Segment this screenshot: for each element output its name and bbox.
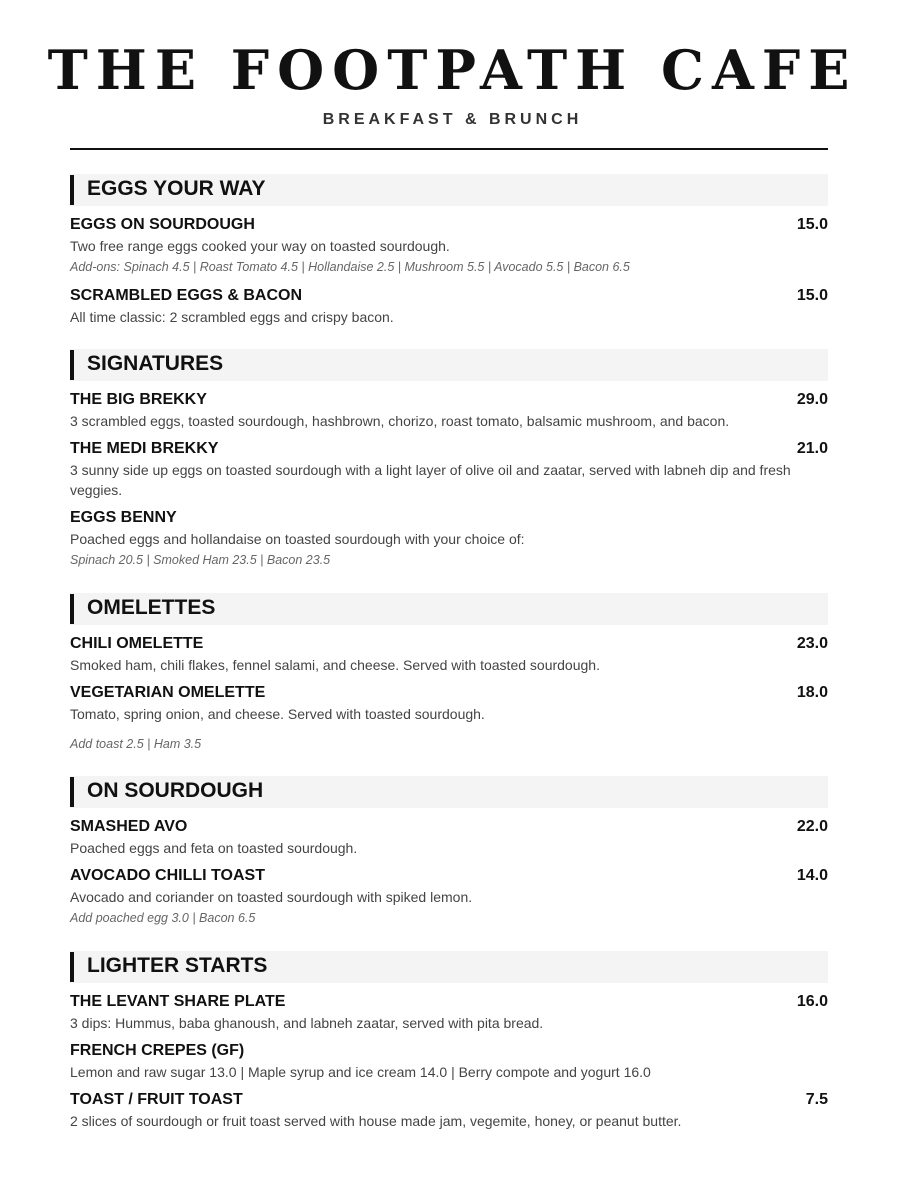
menu-item	[70, 633, 828, 675]
item-name: THE BIG BREKKY	[70, 391, 207, 408]
menu-subtitle: BREAKFAST & BRUNCH	[322, 111, 583, 128]
section-header	[70, 951, 828, 983]
section-title: OMELETTES	[87, 596, 216, 619]
section-accent-bar	[70, 594, 74, 624]
section-signatures	[70, 349, 828, 571]
item-description: Two free range eggs cooked your way on toasted sourdough.	[70, 238, 450, 254]
item-name: TOAST / FRUIT TOAST	[70, 1091, 243, 1108]
section-header	[70, 174, 828, 206]
menu-item	[70, 214, 828, 278]
item-name: AVOCADO CHILLI TOAST	[70, 867, 265, 884]
item-description: All time classic: 2 scrambled eggs and crispy bacon.	[70, 309, 394, 325]
item-price: 14.0	[796, 867, 828, 884]
section-lighter-starts	[70, 951, 828, 1131]
menu-item	[70, 1040, 828, 1082]
item-description: Avocado and coriander on toasted sourdough with spiked lemon.	[70, 889, 473, 905]
item-price: 7.5	[805, 1091, 828, 1108]
item-name: VEGETARIAN OMELETTE	[70, 684, 266, 701]
menu-item	[70, 1089, 828, 1131]
section-accent-bar	[70, 350, 74, 380]
menu-item	[70, 682, 828, 724]
item-price: 21.0	[796, 440, 828, 457]
item-addons: Add-ons: Spinach 4.5 | Roast Tomato 4.5 | Hollandaise 2.5 | Mushroom 5.5 | Avocado 5.5 | Bacon 6.5	[70, 260, 630, 274]
menu-item	[70, 389, 828, 431]
item-name: SMASHED AVO	[70, 818, 188, 835]
section-title: SIGNATURES	[87, 352, 224, 375]
item-name: FRENCH CREPES (GF)	[70, 1042, 245, 1059]
item-description: 3 sunny side up eggs on toasted sourdough with a light layer of olive oil and zaatar, served with labneh dip and fresh veggies.	[70, 462, 791, 498]
item-description: 2 slices of sourdough or fruit toast served with house made jam, vegemite, honey, or peanut butter.	[70, 1113, 682, 1129]
section-title: ON SOURDOUGH	[87, 779, 264, 802]
menu-item	[70, 816, 828, 858]
item-description: Poached eggs and feta on toasted sourdough.	[70, 840, 358, 856]
section-header	[70, 593, 828, 625]
menu-item	[70, 285, 828, 327]
section-on-sourdough	[70, 776, 828, 929]
menu-item	[70, 865, 828, 929]
item-price: 16.0	[796, 993, 828, 1010]
item-name: THE MEDI BREKKY	[70, 440, 219, 457]
item-name: SCRAMBLED EGGS & BACON	[70, 287, 303, 304]
menu-item	[70, 507, 828, 571]
item-name: THE LEVANT SHARE PLATE	[70, 993, 286, 1010]
item-price: 15.0	[796, 216, 828, 233]
item-description: 3 scrambled eggs, toasted sourdough, hashbrown, chorizo, roast tomato, balsamic mushroom, and bacon.	[70, 413, 730, 429]
item-price: 15.0	[796, 287, 828, 304]
menu-item	[70, 991, 828, 1033]
section-accent-bar	[70, 175, 74, 205]
section-accent-bar	[70, 952, 74, 982]
menu-item	[70, 438, 828, 500]
item-description: Poached eggs and hollandaise on toasted sourdough with your choice of:	[70, 531, 525, 547]
section-note: Add toast 2.5 | Ham 3.5	[70, 737, 202, 751]
section-header	[70, 349, 828, 381]
item-name: CHILI OMELETTE	[70, 635, 204, 652]
item-name: EGGS BENNY	[70, 509, 177, 526]
item-description: 3 dips: Hummus, baba ghanoush, and labneh zaatar, served with pita bread.	[70, 1015, 544, 1031]
section-title: EGGS YOUR WAY	[87, 177, 266, 200]
section-omelettes	[70, 593, 828, 754]
item-description: Lemon and raw sugar 13.0 | Maple syrup and ice cream 14.0 | Berry compote and yogurt 16.0	[70, 1064, 651, 1080]
section-title: LIGHTER STARTS	[87, 954, 268, 977]
section-header	[70, 776, 828, 808]
section-accent-bar	[70, 777, 74, 807]
item-options: Spinach 20.5 | Smoked Ham 23.5 | Bacon 23.5	[70, 553, 331, 567]
item-price: 18.0	[796, 684, 828, 701]
item-addons: Add poached egg 3.0 | Bacon 6.5	[70, 911, 256, 925]
item-price: 23.0	[796, 635, 828, 652]
item-description: Smoked ham, chili flakes, fennel salami, and cheese. Served with toasted sourdough.	[70, 657, 600, 673]
item-name: EGGS ON SOURDOUGH	[70, 216, 255, 233]
cafe-title: THE FOOTPATH CAFE	[47, 38, 858, 102]
header-divider	[70, 148, 828, 150]
item-price: 22.0	[796, 818, 828, 835]
item-description: Tomato, spring onion, and cheese. Served with toasted sourdough.	[70, 706, 485, 722]
menu-content	[70, 174, 828, 1153]
item-price: 29.0	[796, 391, 828, 408]
section-eggs-your-way	[70, 174, 828, 327]
